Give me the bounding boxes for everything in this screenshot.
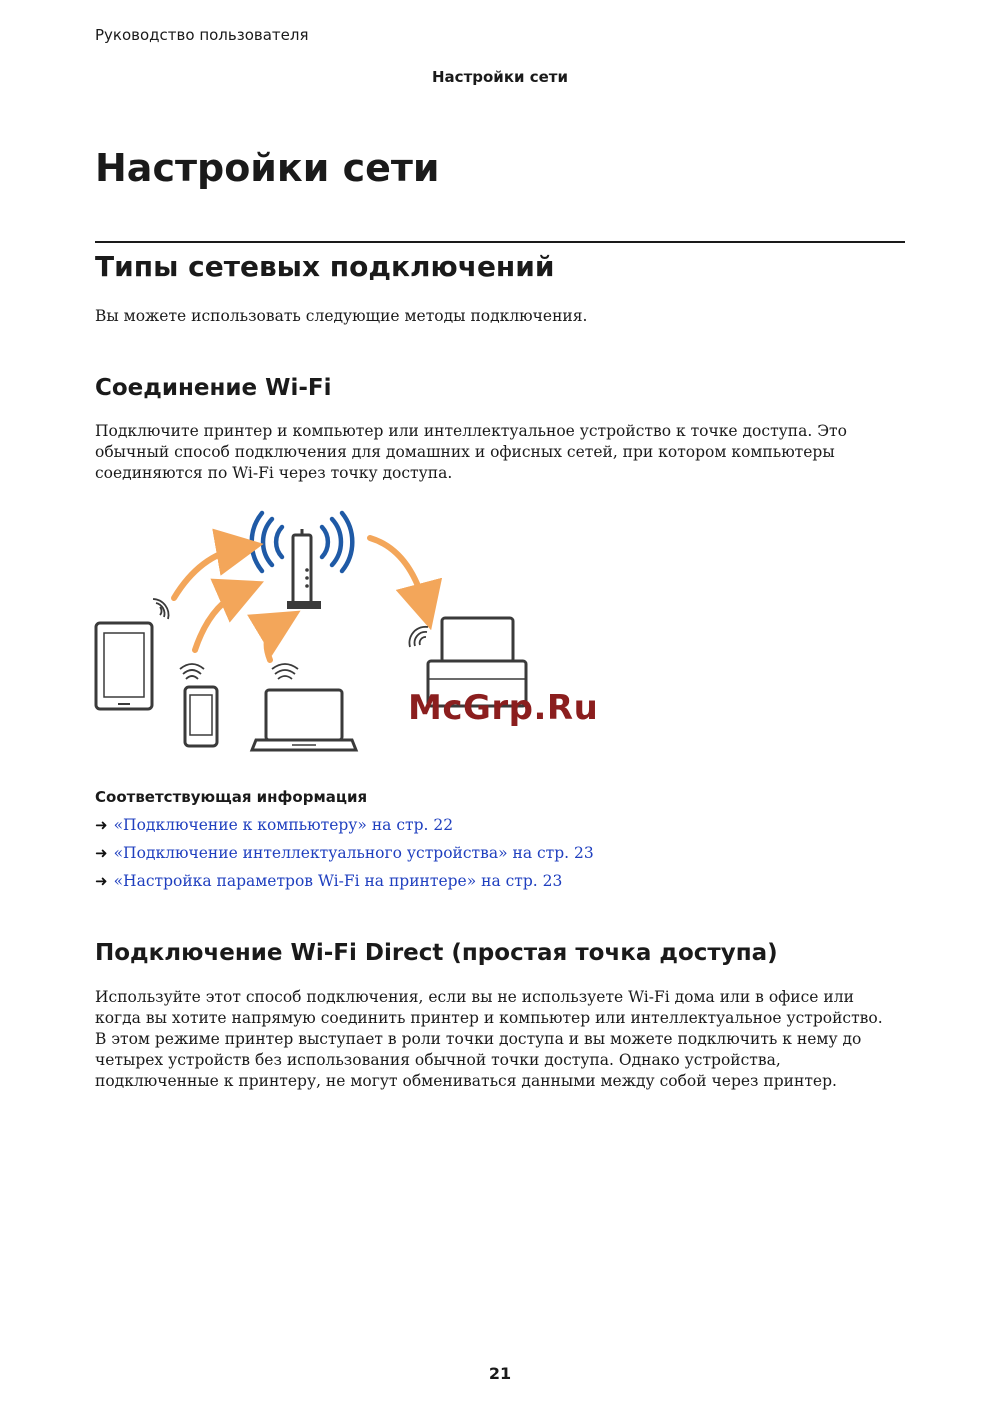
arrow-right-icon: ➜ [95, 844, 108, 862]
tablet-arrow [174, 548, 240, 598]
wifi-connection-text: Подключите принтер и компьютер или интеллектуальное устройство к точке доступа. Это обычный способ подключения для домашних и офисных сетей, при котором компьютеры соединяются по Wi-Fi через точку доступа. [95, 422, 847, 482]
watermark-text: McGrp.Ru [408, 688, 599, 728]
printer-arrow [370, 538, 425, 607]
page-number: 21 [488, 1364, 512, 1383]
related-info-heading: Соответствующая информация [95, 788, 368, 806]
page-title: Настройки сети [95, 146, 440, 190]
arrow-right-icon: ➜ [95, 872, 108, 890]
related-link-text[interactable]: «Настройка параметров Wi-Fi на принтере» на стр. 23 [113, 872, 563, 890]
phone-arrow [195, 591, 242, 650]
related-link-text[interactable]: «Подключение интеллектуального устройства» на стр. 23 [113, 844, 594, 862]
chapter-header: Настройки сети [432, 68, 568, 86]
access-point-icon [287, 529, 321, 609]
smartphone-icon [180, 664, 217, 746]
related-link-text[interactable]: «Подключение к компьютеру» на стр. 22 [113, 816, 454, 834]
running-header: Руководство пользователя [95, 26, 309, 44]
wifi-direct-text: Используйте этот способ подключения, если вы не используете Wi-Fi дома или в офисе или когда вы хотите напрямую соединить принтер и компьютер или интеллектуальное устройство. В этом режиме принтер выступает в роли точки доступа и вы можете подключить к нему до четырех устройств без использования обычной точки доступа. Однако устройства, подключенные к принтеру, не могут обмениваться данными между собой через принтер. [95, 988, 883, 1090]
related-link-printer-wifi[interactable] [95, 872, 562, 890]
related-link-computer[interactable] [95, 816, 453, 834]
tablet-icon [96, 599, 169, 709]
laptop-icon [252, 664, 356, 750]
related-link-smart-device[interactable] [95, 844, 594, 862]
wifi-connection-heading: Соединение Wi-Fi [95, 375, 332, 401]
section-title: Типы сетевых подключений [95, 250, 555, 283]
section-intro: Вы можете использовать следующие методы подключения. [95, 307, 588, 325]
laptop-arrow [267, 623, 280, 660]
title-divider [95, 241, 905, 243]
arrow-right-icon: ➜ [95, 816, 108, 834]
wifi-direct-heading: Подключение Wi-Fi Direct (простая точка доступа) [95, 940, 778, 966]
